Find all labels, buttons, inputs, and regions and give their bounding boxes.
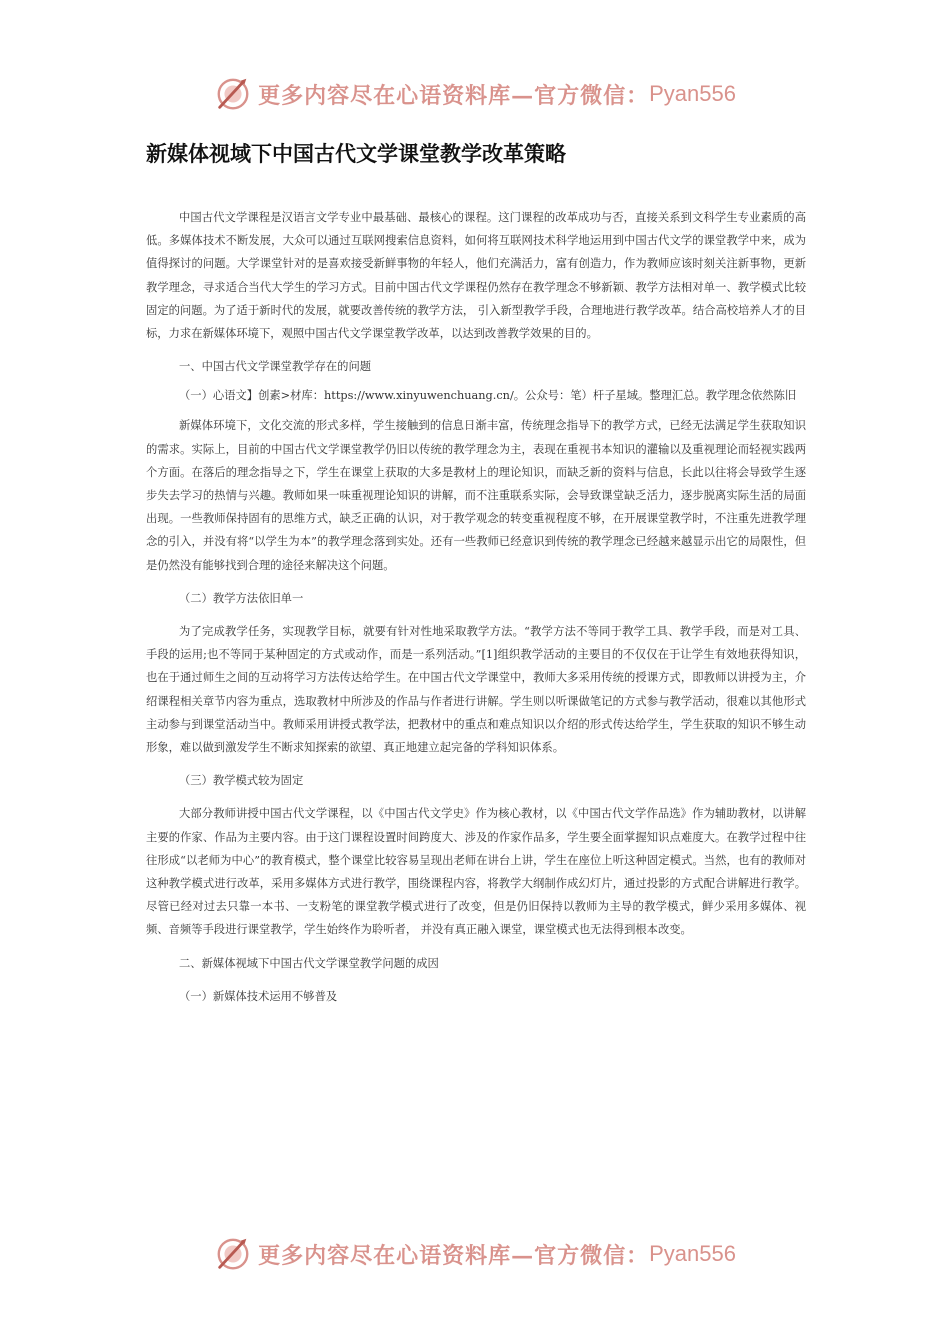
banner-text: 更多内容尽在心语资料库—官方微信： xyxy=(258,1242,650,1269)
footer-banner xyxy=(0,1232,950,1276)
body-paragraph: 中国古代文学课程是汉语言文学专业中最基础、最核心的课程。这门课程的改革成功与否，直接关系到文科学生专业素质的高低。多媒体技术不断发展，大众可以通过互联网搜索信息资料，如何将互联网技术科学地运用到中国古代文学的课堂教学中来，成为值得探讨的问题。大学课堂针对的是喜欢接受新鲜事物的年轻人，他们充满活力，富有创造力，作为教师应该时刻关注新事物，更新教学理念，寻求适合当代大学生的学习方式。目前中国古代文学课程仍然存在教学理念不够新颖、教学方法相对单一、教学模式比较固定的问题。为了适于新时代的发展，就要改善传统的教学方法， 引入新型教学手段，合理地进行教学改革。结合高校培养人才的目标，力求在新媒体环境下，观照中国古代文学课堂教学改革，以达到改善教学效果的目的。 xyxy=(146,211,806,341)
section-heading: 二、新媒体视域下中国古代文学课堂教学问题的成因 xyxy=(179,956,439,970)
document-title: 新媒体视域下中国古代文学课堂教学改革策略 xyxy=(146,142,566,166)
section-heading: 一、中国古代文学课堂教学存在的问题 xyxy=(179,360,372,374)
header-banner xyxy=(0,72,950,116)
subsection-heading: （一）心语文】创素>材库：https://www.xinyuwenchuang.cn/。公众号：笔）杆子星域。整理汇总。教学理念依然陈旧 xyxy=(179,389,797,403)
body-paragraph: 大部分教师讲授中国古代文学课程，以《中国古代文学史》作为核心教材，以《中国古代文学作品选》作为辅助教材，以讲解主要的作家、作品为主要内容。由于这门课程设置时间跨度大、涉及的作家作品多，学生要全面掌握知识点难度大。在教学过程中往往形成“以老师为中心”的教育模式，整个课堂比较容易呈现出老师在讲台上讲，学生在座位上听这种固定模式。当然，也有的教师对这种教学模式进行改革，采用多媒体方式进行教学，围绕课程内容，将教学大纲制作成幻灯片，通过投影的方式配合讲解进行教学。尽管已经对过去只靠一本书、一支粉笔的课堂教学模式进行了改变，但是仍旧保持以教师为主导的教学模式，鲜少采用多媒体、视频、音频等手段进行课堂教学，学生始终作为聆听者， 并没有真正融入课堂，课堂模式也无法得到根本改变。 xyxy=(146,807,806,937)
subsection-heading: （一）新媒体技术运用不够普及 xyxy=(179,989,338,1003)
body-paragraph: 为了完成教学任务，实现教学目标，就要有针对性地采取教学方法。“教学方法不等同于教学工具、教学手段，而是对工具、手段的运用;也不等同于某种固定的方式或动作，而是一系列活动。”[1]组织教学活动的主要目的不仅仅在于让学生有效地获得知识，也在于通过师生之间的互动将学习方法传达给学生。在中国古代文学课堂中，教师大多采用传统的授课方式，即教师以讲授为主，介绍课程相关章节内容为重点，选取教材中所涉及的作品与作者进行讲解。学生则以听课做笔记的方式参与教学活动，很难以其他形式主动参与到课堂活动当中。教师采用讲授式教学法，把教材中的重点和难点知识以介绍的形式传达给学生，学生获取的知识不够生动形象，难以做到激发学生不断求知探索的欲望、真正地建立起完备的学科知识体系。 xyxy=(146,625,806,755)
body-paragraph: 新媒体环境下，文化交流的形式多样，学生接触到的信息日渐丰富，传统理念指导下的教学方式，已经无法满足学生获取知识的需求。实际上，目前的中国古代文学课堂教学仍旧以传统的教学理念为主，表现在重视书本知识的灌输以及重视理论而轻视实践两个方面。在落后的理念指导之下，学生在课堂上获取的大多是教材上的理论知识，而缺乏新的资料与信息，长此以往将会导致学生逐步失去学习的热情与兴趣。教师如果一味重视理论知识的讲解，而不注重联系实际，会导致课堂缺乏活力，逐步脱离实际生活的局面出现。一些教师保持固有的思维方式，缺乏正确的认识，对于教学观念的转变重视程度不够，在开展课堂教学时，不注重先进教学理念的引入，并没有将“以学生为本”的教学理念落到实处。还有一些教师已经意识到传统的教学理念已经越来越显示出它的局限性，但是仍然没有能够找到合理的途径来解决这个问题。 xyxy=(146,419,806,572)
brush-logo-icon xyxy=(214,75,252,113)
banner-text: 更多内容尽在心语资料库—官方微信： xyxy=(258,82,650,109)
banner-wechat-id: Pyan556 xyxy=(649,1241,736,1266)
banner-wechat-id: Pyan556 xyxy=(649,81,736,106)
document-body xyxy=(146,206,806,1018)
brush-logo-icon xyxy=(214,1235,252,1273)
subsection-heading: （三）教学模式较为固定 xyxy=(179,774,304,788)
subsection-heading: （二）教学方法依旧单一 xyxy=(179,591,304,605)
